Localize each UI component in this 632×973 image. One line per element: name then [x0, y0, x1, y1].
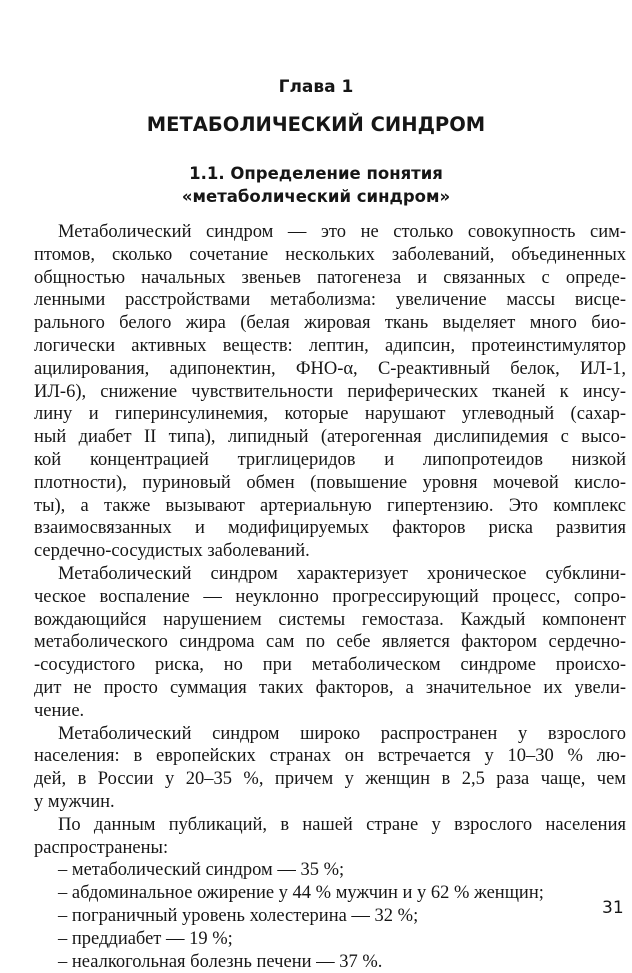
paragraph-line: дей, в России у 20–35 %, причем у женщин в 2,5 раза чаще, чем: [34, 768, 626, 791]
list-item: – пограничный уровень холестерина — 32 %;: [58, 905, 626, 928]
paragraph-line: логически активных веществ: лептин, адипсин, протеинстимулятор: [34, 335, 626, 358]
paragraph-line: По данным публикаций, в нашей стране у взрослого населения: [58, 814, 626, 837]
paragraph-line: общностью начальных звеньев патогенеза и связанных с опреде-: [34, 267, 626, 290]
paragraph-line: ленными расстройствами метаболизма: увеличение массы висце-: [34, 289, 626, 312]
paragraph-line: населения: в европейских странах он встречается у 10–30 % лю-: [34, 745, 626, 768]
paragraph-line: вождающийся нарушением системы гемостаза. Каждый компонент: [34, 609, 626, 632]
paragraph-line: у мужчин.: [34, 791, 626, 814]
list-item: – преддиабет — 19 %;: [58, 928, 626, 951]
list-item: – метаболический синдром — 35 %;: [58, 859, 626, 882]
section-heading-line: «метаболический синдром»: [0, 185, 632, 208]
paragraph-line: ный диабет II типа), липидный (атерогенная дислипидемия с высо-: [34, 426, 626, 449]
chapter-title: МЕТАБОЛИЧЕСКИЙ СИНДРОМ: [0, 112, 632, 138]
paragraph-line: ты), а также вызывают артериальную гипертензию. Это комплекс: [34, 495, 626, 518]
paragraph-line: ческое воспаление — неуклонно прогрессирующий процесс, сопро-: [34, 586, 626, 609]
list-item: – неалкогольная болезнь печени — 37 %.: [58, 951, 626, 973]
paragraph-line: плотности), пуриновый обмен (повышение уровня мочевой кисло-: [34, 472, 626, 495]
paragraph-line: чение.: [34, 700, 626, 723]
paragraph-line: птомов, сколько сочетание нескольких заболеваний, объединенных: [34, 244, 626, 267]
paragraph-line: ацилирования, адипонектин, ФНО-α, С-реактивный белок, ИЛ-1,: [34, 358, 626, 381]
paragraph-line: сердечно-сосудистых заболеваний.: [34, 540, 626, 563]
body-text: [58, 221, 626, 973]
paragraph-line: лину и гиперинсулинемия, которые нарушают углеводный (сахар-: [34, 403, 626, 426]
paragraph-line: дит не просто суммация таких факторов, а значительное их увели-: [34, 677, 626, 700]
paragraph-line: распространены:: [34, 837, 626, 860]
paragraph-line: метаболического синдрома сам по себе является фактором сердечно-: [34, 631, 626, 654]
paragraph-line: Метаболический синдром широко распространен у взрослого: [58, 723, 626, 746]
paragraph-line: кой концентрацией триглицеридов и липопротеидов низкой: [34, 449, 626, 472]
chapter-label: Глава 1: [0, 76, 632, 98]
paragraph-line: Метаболический синдром характеризует хроническое субклини-: [58, 563, 626, 586]
paragraph-line: рального белого жира (белая жировая ткань выделяет много био-: [34, 312, 626, 335]
page-number: 31: [602, 898, 624, 918]
section-heading-line: 1.1. Определение понятия: [0, 162, 632, 185]
paragraph-line: -сосудистого риска, но при метаболическом синдроме происхо-: [34, 654, 626, 677]
paragraph-line: Метаболический синдром — это не столько совокупность сим-: [58, 221, 626, 244]
section-heading: [0, 162, 632, 208]
paragraph-line: взаимосвязанных и модифицируемых факторов риска развития: [34, 517, 626, 540]
paragraph-line: ИЛ-6), снижение чувствительности периферических тканей к инсу-: [34, 381, 626, 404]
list-item: – абдоминальное ожирение у 44 % мужчин и у 62 % женщин;: [58, 882, 626, 905]
